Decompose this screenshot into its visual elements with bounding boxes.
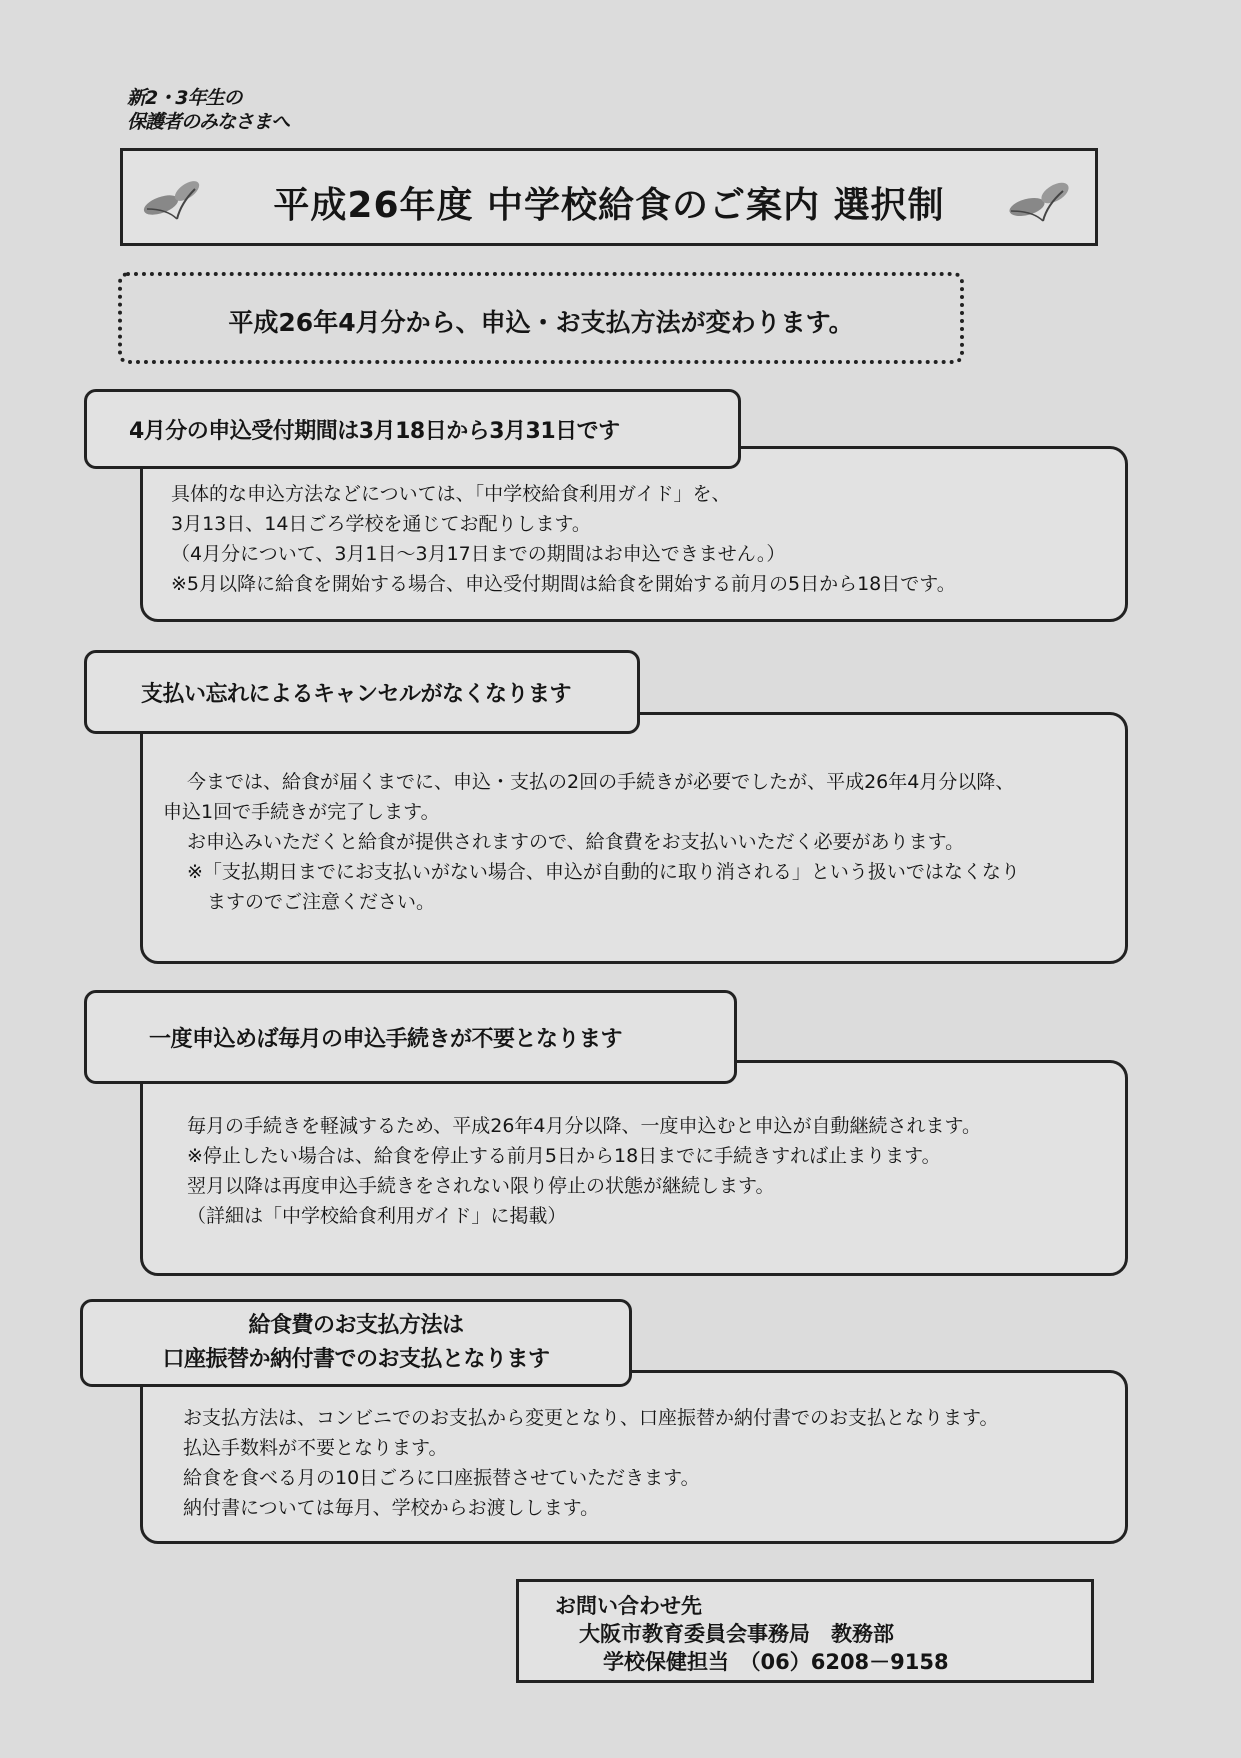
leaf-icon xyxy=(1001,173,1081,223)
contact-org: 大阪市教育委員会事務局 教務部 xyxy=(579,1622,894,1646)
section-4-body xyxy=(183,1403,998,1523)
section-4-heading-line2: 口座振替か納付書でのお支払となります xyxy=(162,1347,550,1372)
contact-dept: 学校保健担当 （06）6208－9158 xyxy=(603,1650,949,1674)
section-4-line: 給食を食べる月の10日ごろに口座振替させていただきます。 xyxy=(183,1467,700,1489)
section-3-body xyxy=(187,1111,981,1231)
section-4-line: 払込手数料が不要となります。 xyxy=(183,1437,448,1459)
contact-label: お問い合わせ先 xyxy=(555,1594,702,1618)
section-4-line: お支払方法は、コンビニでのお支払から変更となり、口座振替か納付書でのお支払となります。 xyxy=(183,1407,999,1429)
section-1-line: 3月13日、14日ごろ学校を通じてお配りします。 xyxy=(171,513,591,535)
section-4-line: 納付書については毎月、学校からお渡しします。 xyxy=(183,1497,600,1519)
section-3-heading xyxy=(84,990,737,1084)
section-3-heading-text: 一度申込めば毎月の申込手続きが不要となります xyxy=(149,1026,623,1052)
section-2-line: 申込1回で手続きが完了します。 xyxy=(163,801,440,823)
section-4-heading xyxy=(80,1299,632,1387)
section-4-heading-line1: 給食費のお支払方法は xyxy=(248,1313,464,1338)
section-1-heading-text: 4月分の申込受付期間は3月18日から3月31日です xyxy=(129,418,620,444)
change-notice xyxy=(118,272,964,364)
contact-box xyxy=(516,1579,1094,1683)
change-notice-text: 平成26年4月分から、申込・お支払方法が変わります。 xyxy=(228,308,854,337)
section-1-line: ※5月以降に給食を開始する場合、申込受付期間は給食を開始する前月の5日から18日です。 xyxy=(171,573,956,595)
title-box xyxy=(120,148,1098,246)
section-2-heading xyxy=(84,650,640,734)
section-2-line: ※「支払期日までにお支払いがない場合、申込が自動的に取り消される」という扱いではなくなり xyxy=(187,861,1020,883)
section-3-line: 翌月以降は再度申込手続きをされない限り停止の状態が継続します。 xyxy=(187,1175,775,1197)
section-2-line: 今までは、給食が届くまでに、申込・支払の2回の手続きが必要でしたが、平成26年4月分以降、 xyxy=(187,771,1015,793)
section-2-line: お申込みいただくと給食が提供されますので、給食費をお支払いいただく必要があります。 xyxy=(187,831,965,853)
section-2-heading-text: 支払い忘れによるキャンセルがなくなります xyxy=(141,681,572,707)
section-4-box xyxy=(140,1370,1128,1544)
addressee-line1: 新2・3年生の xyxy=(127,87,242,109)
section-1-body xyxy=(171,479,956,599)
section-3-line: （詳細は「中学校給食利用ガイド」に掲載） xyxy=(187,1205,567,1227)
section-1-heading xyxy=(84,389,741,469)
addressee xyxy=(127,86,289,134)
section-3-box xyxy=(140,1060,1128,1276)
addressee-line2: 保護者のみなさまへ xyxy=(127,111,290,133)
section-1-line: 具体的な申込方法などについては、「中学校給食利用ガイド」を、 xyxy=(171,483,731,505)
section-2-box xyxy=(140,712,1128,964)
section-3-line: 毎月の手続きを軽減するため、平成26年4月分以降、一度申込むと申込が自動継続されます。 xyxy=(187,1115,981,1137)
section-3-line: ※停止したい場合は、給食を停止する前月5日から18日までに手続きすれば止まります。 xyxy=(187,1145,941,1167)
section-2-body xyxy=(163,767,1020,917)
section-1-line: （4月分について、3月1日～3月17日までの期間はお申込できません。） xyxy=(171,543,786,565)
page-title: 平成26年度 中学校給食のご案内 選択制 xyxy=(273,185,945,226)
section-2-line: ますのでご注意ください。 xyxy=(207,891,436,913)
section-1-box xyxy=(140,446,1128,622)
